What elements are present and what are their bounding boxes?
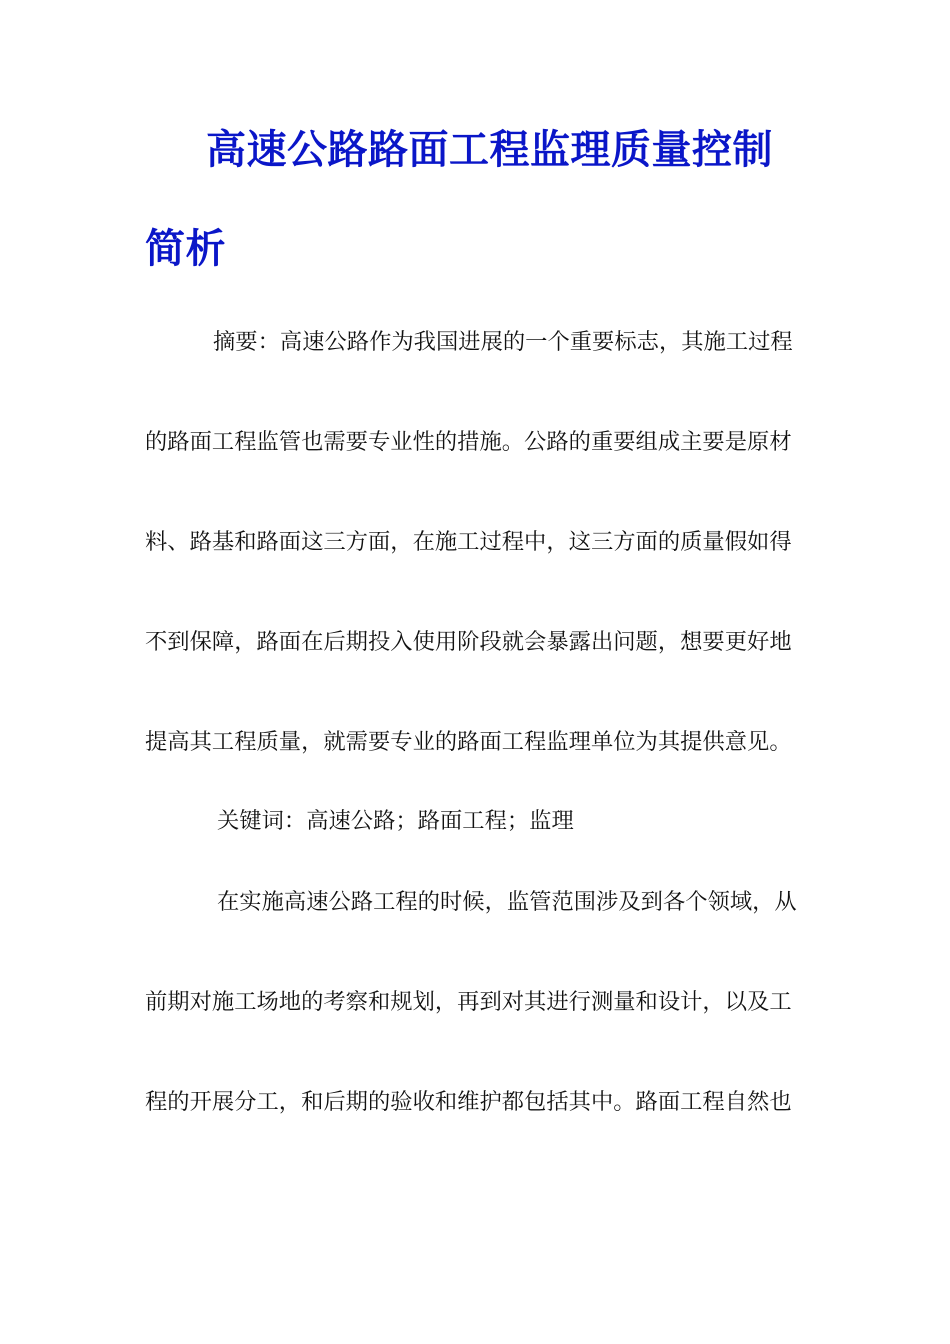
abstract-line-4: 不到保障，路面在后期投入使用阶段就会暴露出问题，想要更好地 [145,629,792,655]
body-line-3: 程的开展分工，和后期的验收和维护都包括其中。路面工程自然也 [145,1089,792,1115]
keywords-line: 关键词：高速公路；路面工程；监理 [217,808,574,834]
body-line-1: 在实施高速公路工程的时候，监管范围涉及到各个领域，从 [217,889,797,915]
body-line-2: 前期对施工场地的考察和规划，再到对其进行测量和设计，以及工 [145,989,792,1015]
abstract-line-2: 的路面工程监管也需要专业性的措施。公路的重要组成主要是原材 [145,429,792,455]
abstract-line-3: 料、路基和路面这三方面，在施工过程中，这三方面的质量假如得 [145,529,792,555]
document-title-line-1: 高速公路路面工程监理质量控制 [206,126,773,173]
abstract-line-1: 摘要：高速公路作为我国进展的一个重要标志，其施工过程 [213,329,793,355]
abstract-line-5: 提高其工程质量，就需要专业的路面工程监理单位为其提供意见。 [145,729,792,755]
document-title-line-2: 简析 [145,225,226,272]
